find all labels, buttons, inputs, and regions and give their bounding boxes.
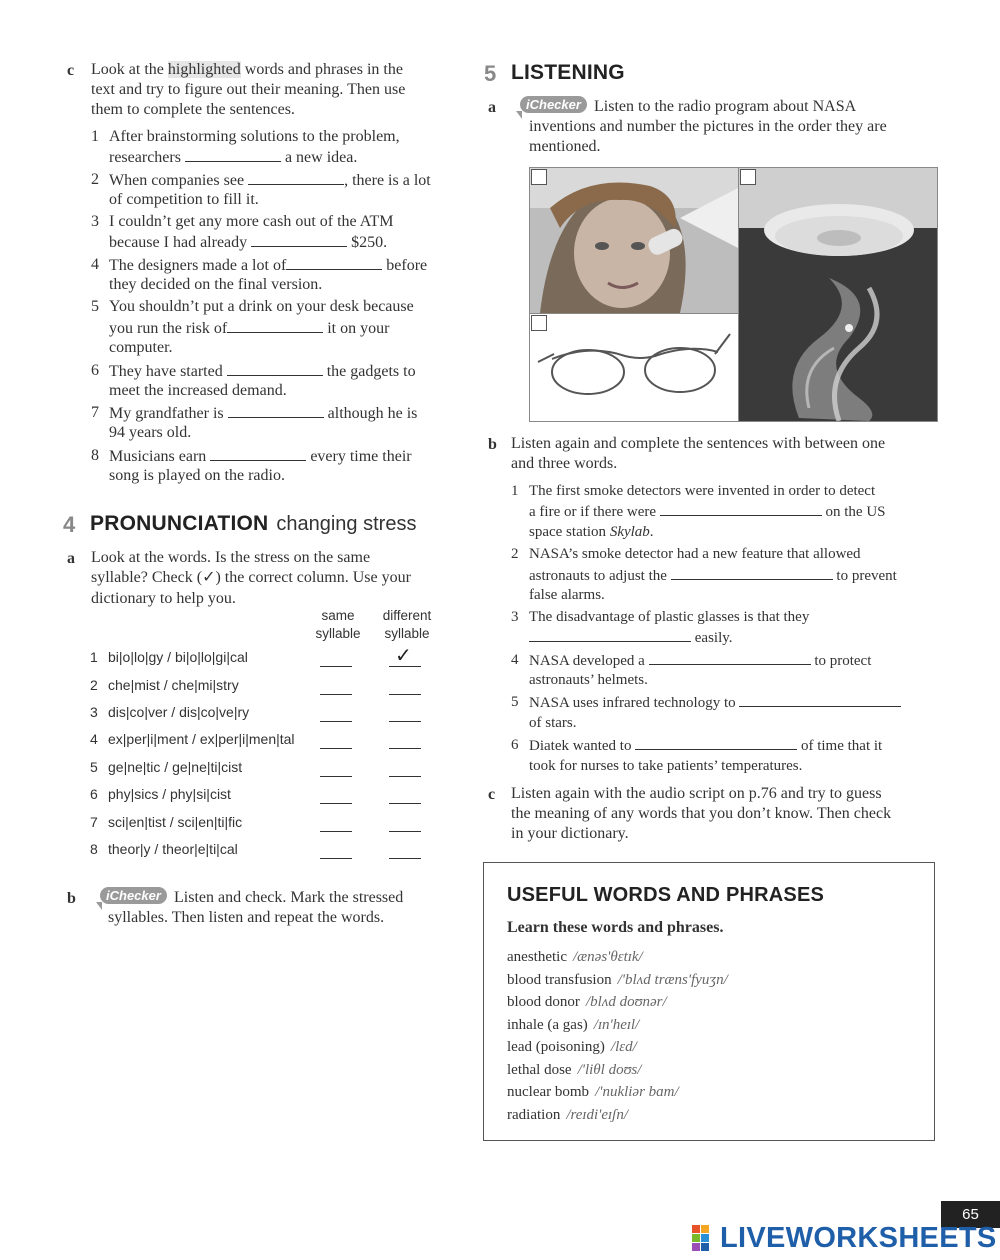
- answer-same-syllable[interactable]: [320, 857, 352, 859]
- vocab-entry: lead (poisoning) /lɛd/: [507, 1039, 637, 1055]
- brand-wordmark: LIVEWORKSHEETS: [720, 1222, 997, 1254]
- answer-blank[interactable]: [286, 255, 382, 270]
- highlighted-word: highlighted: [167, 61, 241, 78]
- list-item: 8: [91, 447, 99, 464]
- list-item: 1: [511, 483, 519, 499]
- ichecker-badge: iChecker: [520, 98, 587, 116]
- answer-blank[interactable]: [185, 147, 281, 162]
- answer-same-syllable[interactable]: [320, 693, 352, 695]
- answer-blank[interactable]: [248, 170, 344, 185]
- liveworksheets-logo-icon: [692, 1225, 718, 1251]
- list-item: 6: [91, 362, 99, 379]
- word-number: 6: [90, 786, 98, 802]
- picture-number-box[interactable]: [531, 169, 547, 185]
- list-item: 6: [511, 737, 519, 753]
- word-number: 4: [90, 731, 98, 747]
- answer-different-syllable[interactable]: [389, 747, 421, 749]
- answer-same-syllable[interactable]: [320, 775, 352, 777]
- answer-blank[interactable]: [251, 232, 347, 247]
- answer-blank[interactable]: [227, 361, 323, 376]
- column-header-different: different syllable: [382, 608, 432, 641]
- box-subtitle: Learn these words and phrases.: [507, 919, 724, 936]
- answer-blank[interactable]: [671, 565, 833, 580]
- list-item: 1: [91, 128, 99, 145]
- word-pair: che|mist / che|mi|stry: [108, 677, 239, 693]
- word-pair: ex|per|i|ment / ex|per|i|men|tal: [108, 731, 295, 747]
- list-item: 4: [91, 256, 99, 273]
- list-item: 5: [511, 694, 519, 710]
- section-number: 5: [484, 61, 497, 86]
- word-pair: phy|sics / phy|si|cist: [108, 786, 231, 802]
- photo-thermometer: [529, 167, 739, 314]
- list-item: 4: [511, 652, 519, 668]
- vocab-entry: inhale (a gas) /ɪn'heɪl/: [507, 1016, 640, 1033]
- list-item: 5: [91, 298, 99, 315]
- column-header-same: same syllable: [315, 608, 361, 641]
- word-number: 1: [90, 649, 98, 665]
- answer-different-syllable[interactable]: [389, 720, 421, 722]
- answer-same-syllable[interactable]: [320, 720, 352, 722]
- vocab-entry: lethal dose /'liθl doʊs/: [507, 1061, 642, 1078]
- vocab-entry: blood transfusion /'blʌd træns'fyuʒn/: [507, 971, 728, 988]
- answer-blank[interactable]: [228, 403, 324, 418]
- list-item: 2: [91, 171, 99, 188]
- instruction: Look at the highlighted words and phrases in the: [91, 61, 403, 78]
- section-heading: PRONUNCIATION changing stress: [90, 512, 417, 535]
- vocab-entry: anesthetic /ænəs'θɛtɪk/: [507, 949, 643, 965]
- answer-different-syllable[interactable]: [389, 830, 421, 832]
- picture-number-box[interactable]: [531, 315, 547, 331]
- word-number: 3: [90, 704, 98, 720]
- word-number: 7: [90, 814, 98, 830]
- word-list: [507, 946, 728, 1126]
- word-number: 2: [90, 677, 98, 693]
- list-item: 3: [511, 609, 519, 625]
- vocab-entry: nuclear bomb /'nukliər bɑm/: [507, 1084, 679, 1100]
- vocab-entry: blood donor /blʌd doʊnər/: [507, 994, 667, 1010]
- answer-blank[interactable]: [649, 650, 811, 665]
- section-number: 4: [63, 512, 76, 537]
- photo-glasses: [529, 313, 739, 422]
- page-number: 65: [941, 1201, 1000, 1228]
- section-heading: LISTENING: [511, 61, 625, 84]
- answer-same-syllable[interactable]: [320, 747, 352, 749]
- exercise-label: c: [67, 62, 75, 79]
- word-pair: theor|y / theor|e|ti|cal: [108, 841, 238, 857]
- list-item: 7: [91, 404, 99, 421]
- answer-blank[interactable]: [635, 735, 797, 750]
- word-pair: ge|ne|tic / ge|ne|ti|cist: [108, 759, 243, 775]
- answer-blank[interactable]: [739, 692, 901, 707]
- answer-blank[interactable]: [529, 627, 691, 642]
- vocab-entry: radiation /reɪdi'eɪʃn/: [507, 1106, 628, 1123]
- word-pair: sci|en|tist / sci|en|ti|fic: [108, 814, 243, 830]
- answer-blank[interactable]: [210, 446, 306, 461]
- answer-different-syllable[interactable]: [389, 857, 421, 859]
- answer-same-syllable[interactable]: [320, 830, 352, 832]
- ichecker-badge: iChecker: [100, 889, 167, 907]
- answer-blank[interactable]: [227, 318, 323, 333]
- word-pair: dis|co|ver / dis|co|ve|ry: [108, 704, 250, 720]
- answer-same-syllable[interactable]: [320, 665, 352, 667]
- picture-number-box[interactable]: [740, 169, 756, 185]
- answer-blank[interactable]: [660, 501, 822, 516]
- check-mark-icon: ✓: [395, 643, 412, 667]
- list-item: 2: [511, 546, 519, 562]
- answer-different-syllable[interactable]: [389, 693, 421, 695]
- word-number: 5: [90, 759, 98, 775]
- box-title: USEFUL WORDS AND PHRASES: [507, 884, 825, 906]
- answer-different-syllable[interactable]: [389, 775, 421, 777]
- word-pair: bi|o|lo|gy / bi|o|lo|gi|cal: [108, 649, 248, 665]
- answer-different-syllable[interactable]: [389, 802, 421, 804]
- word-number: 8: [90, 841, 98, 857]
- answer-same-syllable[interactable]: [320, 802, 352, 804]
- photo-smoke-detector: [738, 167, 938, 422]
- useful-words-box: [483, 862, 935, 1141]
- list-item: 3: [91, 213, 99, 230]
